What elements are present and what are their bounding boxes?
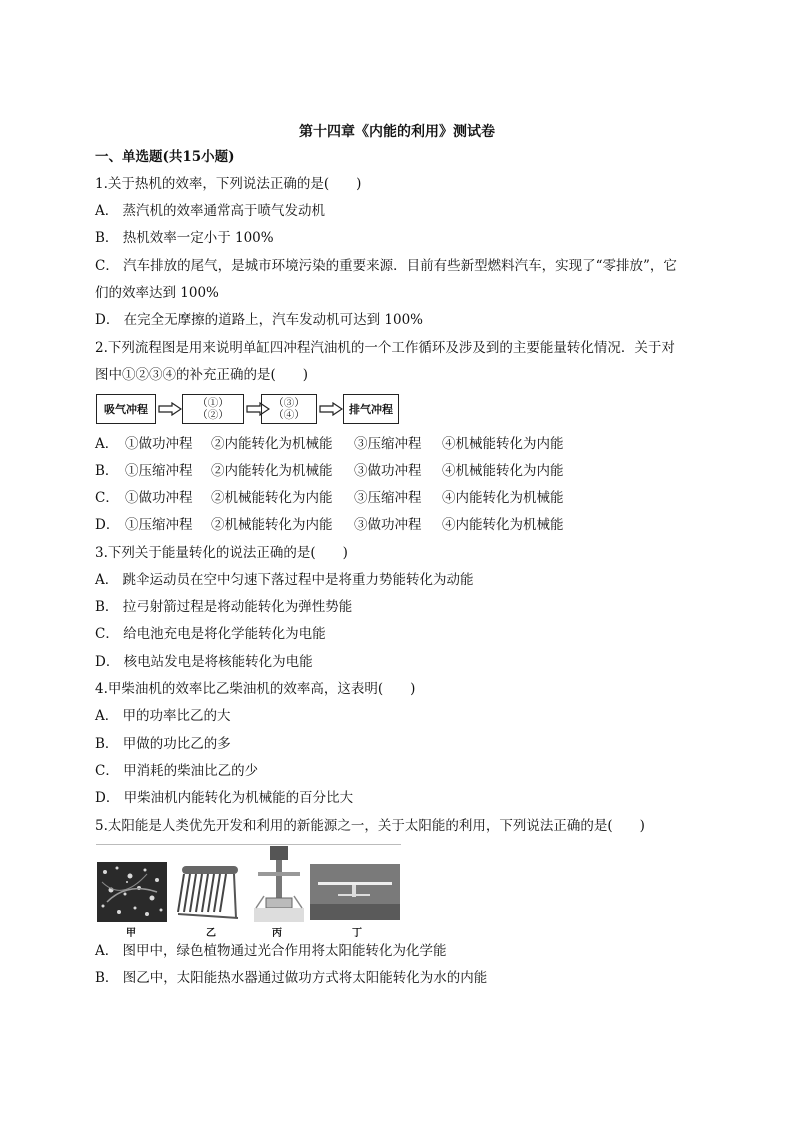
q1-option-d: D． 在完全无摩擦的道路上，汽车发动机可达到 100% <box>95 312 424 328</box>
q2-option-a: A． ①做功冲程 ②内能转化为机械能 ③压缩冲程 ④机械能转化为内能 <box>95 436 564 452</box>
solar-figure <box>96 844 401 939</box>
q5-option-a: A． 图甲中，绿色植物通过光合作用将太阳能转化为化学能 <box>95 943 447 959</box>
flow-box-3-bottom: （④） <box>273 409 305 421</box>
caption-bing: 丙 <box>272 928 282 939</box>
caption-yi: 乙 <box>206 928 216 939</box>
q1-stem: 1.关于热机的效率，下列说法正确的是( ) <box>95 176 362 192</box>
section-heading: 一、单选题(共15小题) <box>95 149 235 165</box>
q4-option-c: C． 甲消耗的柴油比乙的少 <box>95 763 259 779</box>
flow-box-intake: 吸气冲程 <box>96 394 156 424</box>
arrow-right-icon <box>158 402 182 416</box>
q1-option-c-cont: 们的效率达到 100% <box>95 285 219 301</box>
caption-jia: 甲 <box>126 928 136 939</box>
page-title: 第十四章《内能的利用》测试卷 <box>299 124 495 140</box>
flow-box-3-top: （③） <box>273 397 305 409</box>
q2-option-d: D． ①压缩冲程 ②机械能转化为内能 ③做功冲程 ④内能转化为机械能 <box>95 517 564 533</box>
q2-option-b: B． ①压缩冲程 ②内能转化为机械能 ③做功冲程 ④机械能转化为内能 <box>95 463 564 479</box>
q4-option-b: B． 甲做的功比乙的多 <box>95 736 231 752</box>
flow-box-3 <box>261 394 317 424</box>
q3-option-a: A． 跳伞运动员在空中匀速下落过程中是将重力势能转化为动能 <box>95 572 474 588</box>
q3-option-c: C． 给电池充电是将化学能转化为电能 <box>95 626 326 642</box>
q3-stem: 3.下列关于能量转化的说法正确的是( ) <box>95 545 348 561</box>
q3-option-d: D． 核电站发电是将核能转化为电能 <box>95 654 313 670</box>
solar-power-tower <box>254 846 304 922</box>
q2-option-c: C． ①做功冲程 ②机械能转化为内能 ③压缩冲程 ④内能转化为机械能 <box>95 490 564 506</box>
arrow-right-icon <box>319 402 343 416</box>
q3-option-b: B． 拉弓射箭过程是将动能转化为弹性势能 <box>95 599 353 615</box>
q5-stem: 5.太阳能是人类优先开发和利用的新能源之一，关于太阳能的利用，下列说法正确的是( ) <box>95 818 645 834</box>
solar-airplane-photo <box>310 864 400 920</box>
q4-option-a: A． 甲的功率比乙的大 <box>95 708 231 724</box>
q2-stem: 2.下列流程图是用来说明单缸四冲程汽油机的一个工作循环及涉及到的主要能量转化情况．关于对 <box>95 340 675 356</box>
q1-option-b: B． 热机效率一定小于 100% <box>95 230 274 246</box>
q4-stem: 4.甲柴油机的效率比乙柴油机的效率高，这表明( ) <box>95 681 416 697</box>
flow-box-2-top: （①） <box>197 397 229 409</box>
solar-water-heater <box>176 864 242 922</box>
q2-stem-cont: 图中①②③④的补充正确的是( ) <box>95 367 309 383</box>
flow-box-exhaust: 排气冲程 <box>343 394 399 424</box>
flow-box-2-bottom: （②） <box>197 409 229 421</box>
plant-photo <box>97 862 167 922</box>
q5-option-b: B． 图乙中，太阳能热水器通过做功方式将太阳能转化为水的内能 <box>95 970 488 986</box>
caption-ding: 丁 <box>352 928 362 939</box>
q1-option-c: C． 汽车排放的尾气，是城市环境污染的重要来源．目前有些新型燃料汽车，实现了“零排放”，它 <box>95 258 677 274</box>
q1-option-a: A． 蒸汽机的效率通常高于喷气发动机 <box>95 203 326 219</box>
q4-option-d: D． 甲柴油机内能转化为机械能的百分比大 <box>95 790 354 806</box>
flow-box-2 <box>182 394 244 424</box>
